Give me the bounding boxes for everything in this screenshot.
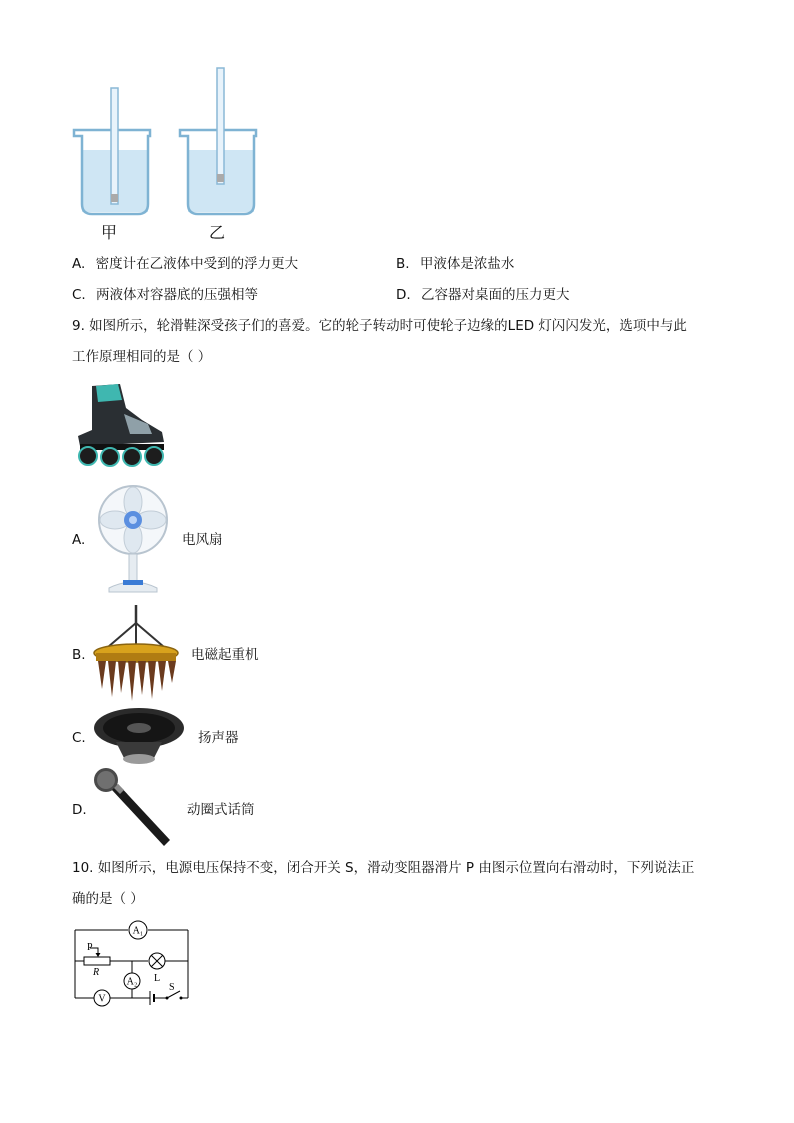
- q9-stem-line2: 工作原理相同的是（ ）: [72, 349, 212, 365]
- electromagnet-crane-image: [90, 603, 182, 703]
- option-letter: C.: [72, 287, 86, 303]
- option-text: 乙容器对桌面的压力更大: [420, 287, 570, 303]
- beaker-right: [180, 68, 256, 214]
- loudspeaker-image: [92, 706, 186, 766]
- beaker-left-label: 甲: [101, 223, 118, 242]
- q8-option-c[interactable]: [72, 285, 258, 305]
- q8-option-a[interactable]: [72, 254, 298, 274]
- q9-option-a-text[interactable]: 电风扇: [182, 532, 223, 548]
- q10-stem-line1: 10. 如图所示，电源电压保持不变，闭合开关 S，滑动变阻器滑片 P 由图示位置向右滑动时，下列说法正: [72, 860, 695, 876]
- q10-stem-line2: 确的是（ ）: [72, 891, 144, 907]
- option-text: 甲液体是浓盐水: [419, 256, 515, 272]
- rheostat-symbol: [84, 957, 110, 965]
- option-text: 密度计在乙液体中受到的浮力更大: [95, 256, 299, 272]
- option-letter: A.: [72, 256, 86, 272]
- q9-option-d-text[interactable]: 动圈式话筒: [187, 802, 255, 818]
- q9-option-c-letter[interactable]: C.: [72, 730, 86, 746]
- beaker-right-label: 乙: [209, 223, 226, 242]
- q9-option-d-letter[interactable]: D.: [72, 802, 87, 818]
- beaker-figure: [70, 62, 270, 222]
- ammeter-a1-label: A₁: [132, 925, 144, 937]
- q9-option-c-text[interactable]: 扬声器: [198, 730, 239, 746]
- option-letter: B.: [396, 256, 410, 272]
- q9-option-b-letter[interactable]: B.: [72, 647, 86, 663]
- rheostat-label: R: [93, 967, 100, 978]
- option-text: 两液体对容器底的压强相等: [96, 287, 259, 303]
- lamp-label: L: [154, 973, 161, 984]
- switch-label: S: [169, 982, 175, 993]
- slider-label: P: [87, 942, 93, 953]
- electric-fan-image: [95, 484, 171, 596]
- circuit-diagram: [70, 918, 195, 1010]
- q8-option-b[interactable]: [396, 254, 514, 274]
- ammeter-a2-label: A₂: [126, 976, 138, 988]
- microphone-image: [92, 766, 176, 850]
- q9-option-b-text[interactable]: 电磁起重机: [191, 647, 259, 663]
- option-letter: D.: [396, 287, 411, 303]
- q9-stem-line1: 9. 如图所示，轮滑鞋深受孩子们的喜爱。它的轮子转动时可使轮子边缘的LED 灯闪闪发光，选项中与此: [72, 318, 687, 334]
- q8-option-d[interactable]: [396, 285, 569, 305]
- q9-option-a-letter[interactable]: A.: [72, 532, 86, 548]
- inline-skate-image: [72, 380, 172, 470]
- beaker-left: [74, 88, 150, 214]
- voltmeter-label: V: [98, 993, 106, 1005]
